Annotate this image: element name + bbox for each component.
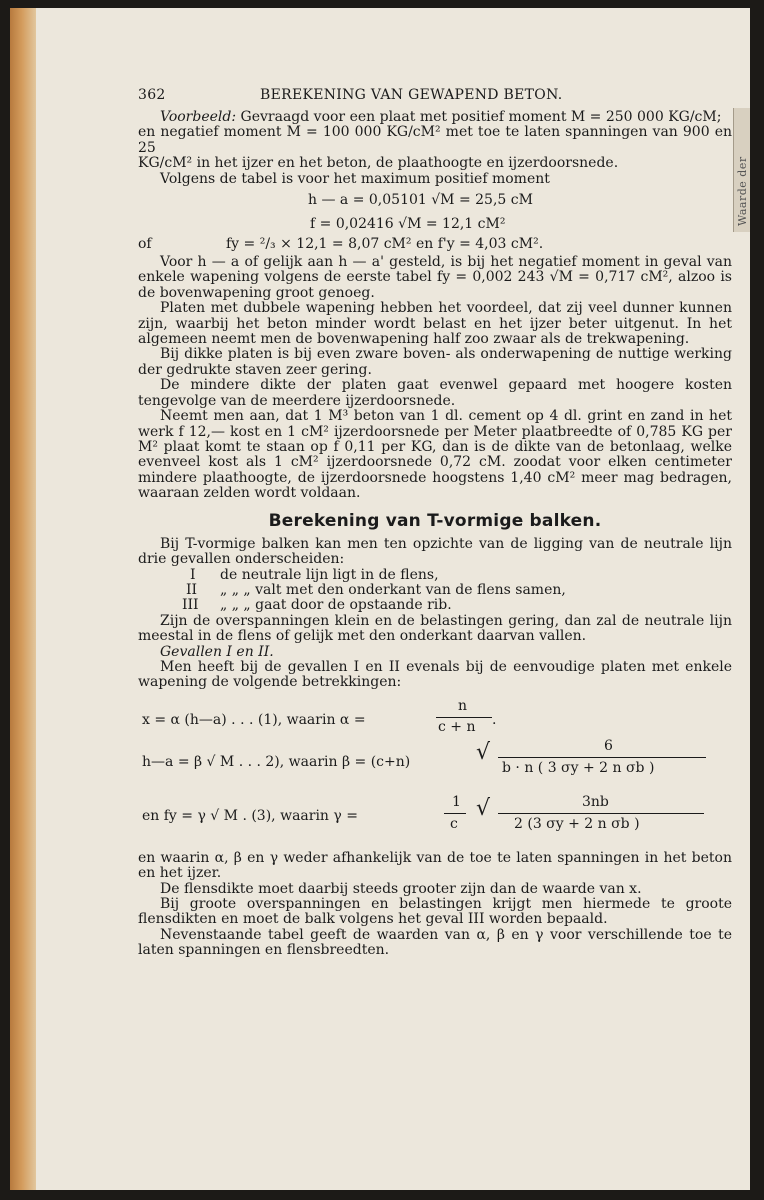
example-line-4: Volgens de tabel is voor het maximum positief moment <box>160 170 550 187</box>
formula-3-denominator: 2 (3 σy + 2 n σb ) <box>514 815 640 832</box>
formula-1-lhs: x = α (h—a) . . . (1), waarin α = <box>142 711 366 728</box>
paragraph-relations: Men heeft bij de gevallen I en II evenals bij de eenvoudige platen met enkele wapening de volgende betrekkingen: <box>138 658 732 691</box>
formula-3 <box>138 791 732 845</box>
formula-2 <box>138 739 732 791</box>
paragraph-concrete-price: Neemt men aan, dat 1 M³ beton van 1 dl. cement op 4 dl. grint en zand in het werk f 12,— kost en 1 cM² ijzerdoorsnede per Meter plaatbreedte of 0,785 KG per M² plaat komt te staan op f 0,11 per KG, dan is de dikte van de betonlaag, welke evenveel kost als 1 cM² ijzerdoorsnede 0,72 cM. zoodat voor elken centimeter mindere plaathoogte, de ijzerdoorsnede hoogstens 1,40 cM² meer mag bedragen, waaraan zelden wordt voldaan. <box>138 408 732 502</box>
side-tab-label: Waarde der <box>736 156 749 226</box>
cases-label: Gevallen I en II. <box>160 643 274 660</box>
equation-3 <box>138 235 732 255</box>
case-1-text: de neutrale lijn ligt in de flens, <box>220 566 439 583</box>
paragraph-alpha-beta-gamma: en waarin α, β en γ weder afhankelijk van de toe te laten spanningen in het beton en het ijzer. <box>138 849 732 882</box>
example-line-1 <box>138 110 732 125</box>
case-2-text: „ „ „ valt met den onderkant van de flens samen, <box>220 581 566 598</box>
paragraph-thick-slabs: Bij dikke platen is bij even zware boven- als onderwapening de nuttige werking der gedrukte staven zeer gering. <box>138 346 732 378</box>
equation-2-text: f = 0,02416 √M = 12,1 cM² <box>310 216 506 233</box>
formula-2-lhs: h—a = β √ M . . . 2), waarin β = (c+n) <box>142 753 411 770</box>
formula-3-numerator-1: 1 <box>452 793 461 810</box>
formula-3-numerator: 3nb <box>582 793 609 810</box>
page-number: 362 <box>138 87 166 103</box>
example-label: Voorbeeld: <box>160 109 237 125</box>
formula-2-fraction-bar <box>498 757 706 758</box>
page-content <box>138 80 732 959</box>
cases-list <box>138 568 732 614</box>
paragraph-costs: De mindere dikte der platen gaat evenwel gepaard met hoogere kosten tengevolge van de meerdere ijzerdoorsnede. <box>138 377 732 409</box>
formula-3-denominator-1: c <box>450 815 458 832</box>
formula-1-end: . <box>492 711 497 728</box>
example-line-3: KG/cM² in het ijzer en het beton, de plaathoogte en ijzerdoorsnede. <box>138 155 619 172</box>
formula-3-root-sign: √ <box>476 795 491 821</box>
page-header <box>138 80 732 110</box>
paragraph-flange-thickness: De flensdikte moet daarbij steeds grooter zijn dan de waarde van x. <box>160 880 642 897</box>
formula-3-fraction-bar-1 <box>444 813 466 814</box>
side-thumb-tab <box>733 108 750 232</box>
section-heading: Berekening van T-vormige balken. <box>268 510 602 531</box>
formula-3-fraction-bar <box>498 813 704 814</box>
page-binding-edge <box>10 8 36 1190</box>
paragraph-neutral-line: Zijn de overspanningen klein en de belastingen gering, dan zal de neutrale lijn meestal in de flens of gelijk met den onderkant daarvan vallen. <box>138 612 732 645</box>
paragraph-table-reference: Nevenstaande tabel geeft de waarden van α, β en γ voor verschillende toe te laten spanningen en flensbreedten. <box>138 926 732 959</box>
paragraph-large-spans: Bij groote overspanningen en belastingen krijgt men hiermede te groote flensdikten en moet de balk volgens het geval III worden bepaald. <box>138 896 732 928</box>
example-line-2: en negatief moment M = 100 000 KG/cM² met toe te laten spanningen van 900 en 25 <box>138 124 732 156</box>
formula-2-numerator: 6 <box>604 737 613 754</box>
book-page <box>10 8 750 1190</box>
equation-2 <box>138 215 732 235</box>
equation-1-text: h — a = 0,05101 √M = 25,5 cM <box>308 192 533 209</box>
paragraph-negative-moment: Voor h — a of gelijk aan h — a' gesteld, is bij het negatief moment in geval van enkele wapening volgens de eerste tabel fy = 0,002 243 √M = 0,717 cM², alzoo is de bovenwapening groot genoeg. <box>138 254 732 301</box>
case-3-text: „ „ „ gaat door de opstaande rib. <box>220 596 452 613</box>
case-2-num: II <box>186 581 198 598</box>
formula-1 <box>138 699 732 739</box>
formula-1-fraction-bar <box>436 717 492 718</box>
formula-3-lhs: en fy = γ √ M . (3), waarin γ = <box>142 807 358 824</box>
running-head: BEREKENING VAN GEWAPEND BETON. <box>260 87 563 103</box>
equation-3-text: fy = ²/₃ × 12,1 = 8,07 cM² en f'y = 4,03 cM². <box>226 236 544 253</box>
case-1-num: I <box>190 566 196 583</box>
formula-2-denominator: b · n ( 3 σy + 2 n σb ) <box>502 759 655 776</box>
formula-1-numerator: n <box>458 697 468 714</box>
paragraph-t-beams: Bij T-vormige balken kan men ten opzichte van de ligging van de neutrale lijn drie gevallen onderscheiden: <box>138 535 732 568</box>
case-3-num: III <box>182 596 199 613</box>
equation-3-of: of <box>138 236 152 253</box>
formula-2-root-sign: √ <box>476 739 491 765</box>
paragraph-double-reinforcement: Platen met dubbele wapening hebben het voordeel, dat zij veel dunner kunnen zijn, waarbij het beton minder wordt belast en het ijzer beter uitgenut. In het algemeen neemt men de bovenwapening half zoo zwaar als de trekwapening. <box>138 300 732 348</box>
example-text-1: Gevraagd voor een plaat met positief moment M = 250 000 KG/cM; <box>236 109 722 125</box>
equation-1 <box>138 191 732 211</box>
formula-1-denominator: c + n <box>438 718 476 735</box>
